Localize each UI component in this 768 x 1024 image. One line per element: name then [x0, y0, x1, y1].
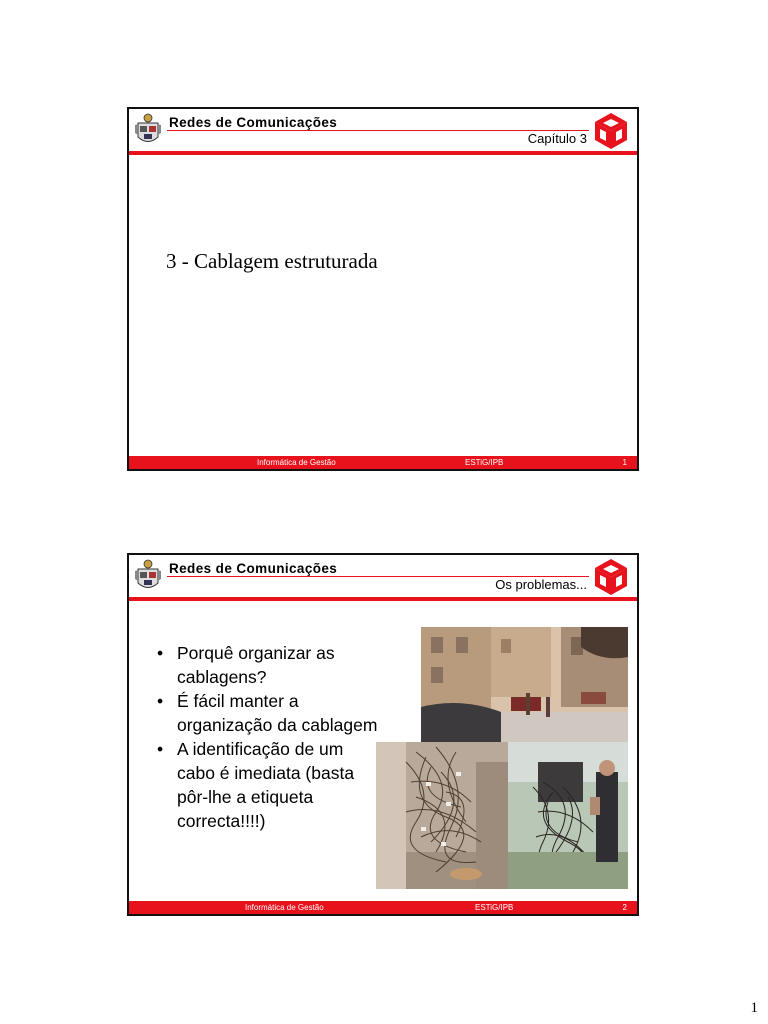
header-title: Redes de Comunicações: [169, 561, 338, 576]
slide-footer: [129, 456, 637, 469]
crest-icon: [135, 113, 161, 147]
slide-header: [129, 109, 637, 151]
slide-footer: [129, 901, 637, 914]
footer-course: Informática de Gestão: [245, 903, 324, 912]
slide-title: 3 - Cablagem estruturada: [166, 249, 378, 273]
tangled-cables-photo: [376, 742, 509, 889]
header-divider: [167, 130, 589, 131]
footer-slide-number: 2: [622, 903, 627, 912]
footer-course: Informática de Gestão: [257, 458, 336, 467]
logo-icon: [591, 111, 631, 151]
bullet-item: • Porquê organizar as cablagens?: [155, 641, 383, 689]
logo-icon: [591, 557, 631, 597]
bullet-item: • A identificação de um cabo é imediata (basta pôr-lhe a etiqueta correcta!!!!): [155, 737, 383, 833]
crest-icon: [135, 559, 161, 593]
slide-2: [127, 553, 639, 916]
header-rule: [129, 151, 637, 155]
header-title: Redes de Comunicações: [169, 115, 338, 130]
cable-cabinet-photo: [508, 742, 628, 889]
footer-slide-number: 1: [622, 458, 627, 467]
footer-school: ESTiG/IPB: [465, 458, 504, 467]
slide-header: [129, 555, 637, 597]
footer-school: ESTiG/IPB: [475, 903, 514, 912]
header-subtitle: Os problemas...: [495, 577, 587, 592]
header-rule: [129, 597, 637, 601]
bullet-item: • É fácil manter a organização da cablagem: [155, 689, 383, 737]
street-photo: [421, 627, 628, 743]
bullet-list: [155, 641, 383, 833]
page-number: 1: [750, 1000, 758, 1016]
header-subtitle: Capítulo 3: [527, 131, 587, 146]
slide-1: [127, 107, 639, 471]
